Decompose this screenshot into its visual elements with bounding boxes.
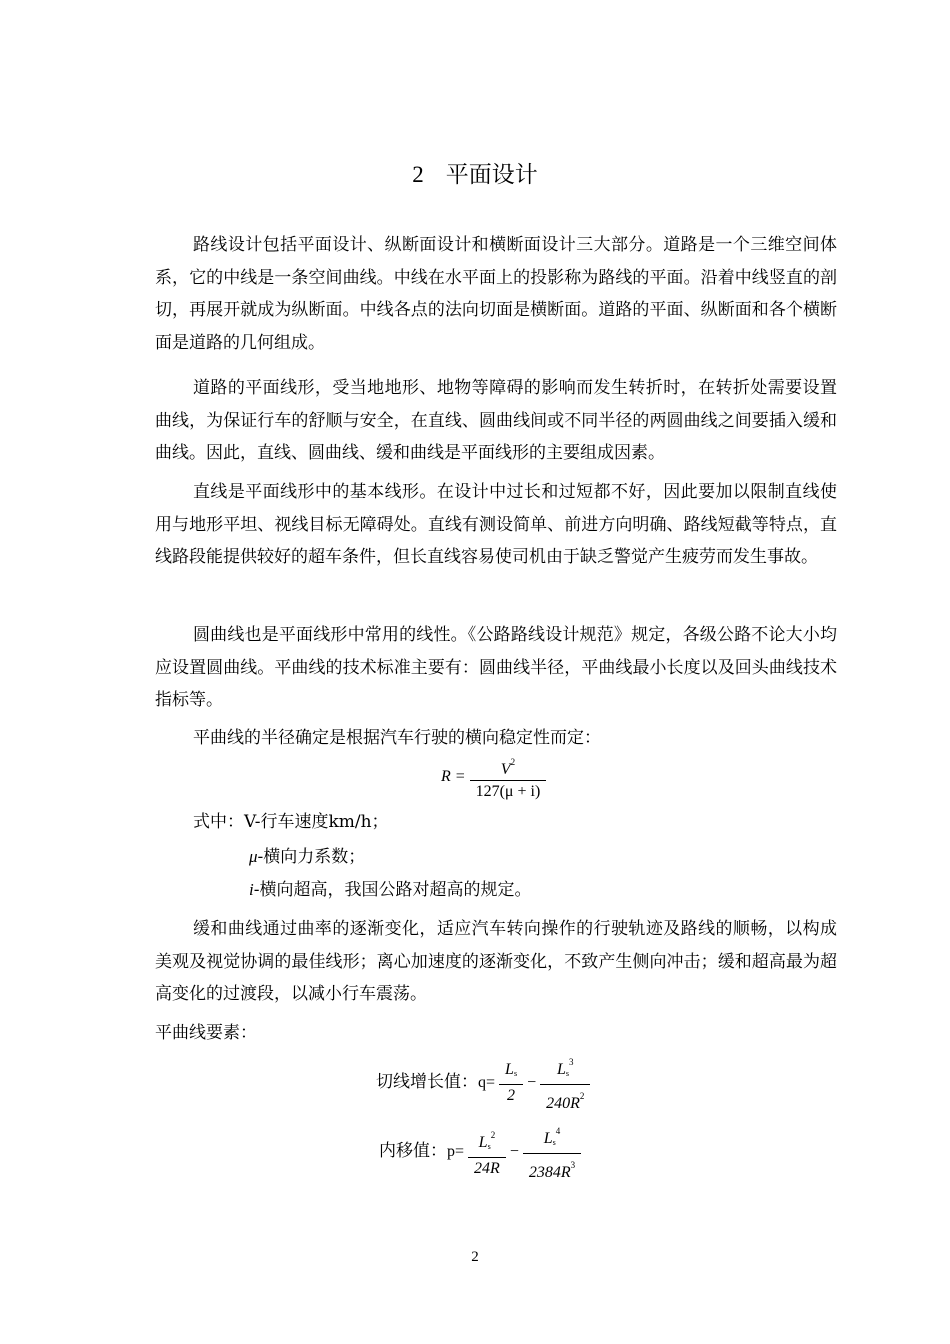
where-mu [249,845,365,869]
mu-symbol: μ [249,847,258,866]
shift-fraction-2 [523,1121,581,1184]
paragraph-2: 道路的平面线形，受当地地形、地物等障碍的影响而发生转折时，在转折处需要设置曲线，为保证行车的舒顺与安全，在直线、圆曲线间或不同半径的两圆曲线之间要插入缓和曲线。因此，直线、圆曲线、缓和曲线是平面线形的主要组成因素。 [155,378,837,464]
radius-numerator-exp: 2 [510,757,516,767]
radius-denominator: 127(μ + i) [475,783,541,800]
shift-fraction-1 [468,1125,506,1180]
shift-f2-num: L [543,1130,553,1147]
mu-description: -横向力系数； [257,847,366,867]
shift-label: 内移值： [379,1141,447,1162]
paragraph-4: 圆曲线也是平面线形中常用的线性。《公路路线设计规范》规定，各级公路不论大小均应设置圆曲线。平曲线的技术标准主要有：圆曲线半径，平曲线最小长度以及回头曲线技术指标等。 [155,625,837,711]
radius-formula [441,752,546,803]
shift-f2-den-sup: 3 [570,1160,576,1170]
shift-minus: − [509,1143,519,1161]
i-symbol: i [249,880,254,899]
tangent-f2-sup: 3 [569,1057,574,1067]
tangent-f1-sub: s [513,1069,518,1078]
section-title-text: 平面设计 [445,162,538,188]
shift-f1-den: 24R [474,1160,500,1177]
shift-f2-den: 2384R [528,1164,571,1181]
tangent-f2-num: L [556,1061,566,1078]
page-number: 2 [471,1249,479,1265]
shift-f1-sub: s [487,1142,491,1151]
where-i [249,878,531,902]
tangent-fraction-1 [499,1060,523,1107]
shift-f2-sup: 4 [555,1126,561,1136]
tangent-f2-den-sup: 2 [579,1091,585,1101]
shift-f1-num: L [478,1134,488,1151]
tangent-f2-sub: s [565,1069,569,1078]
tangent-f2-den: 240R [546,1095,580,1112]
tangent-minus: − [527,1074,537,1092]
elements-label: 平曲线要素： [155,1023,257,1043]
shift-var: p= [447,1143,465,1161]
shift-f1-sup: 2 [490,1130,496,1140]
tangent-f1-num: L [505,1061,514,1078]
section-number: 2 [412,162,424,187]
radius-lhs: R = [441,768,466,786]
shift-formula [379,1121,581,1184]
tangent-label: 切线增长值： [376,1072,478,1093]
i-description: -横向超高，我国公路对超高的规定。 [253,880,532,900]
paragraph-3: 直线是平面线形中的基本线形。在设计中过长和过短都不好，因此要加以限制直线使用与地形平坦、视线目标无障碍处。直线有测设简单、前进方向明确、路线短截等特点，直线路段能提供较好的超车条件，但长直线容易使司机由于缺乏警觉产生疲劳而发生事故。 [155,482,837,568]
section-title [0,156,950,189]
tangent-f1-den: 2 [507,1087,516,1104]
paragraph-1: 路线设计包括平面设计、纵断面设计和横断面设计三大部分。道路是一个三维空间体系，它的中线是一条空间曲线。中线在水平面上的投影称为路线的平面。沿着中线竖直的剖切，再展开就成为纵断面。中线各点的法向切面是横断面。道路的平面、纵断面和各个横断面是道路的几何组成。 [155,235,837,353]
where-intro: 式中：V-行车速度km/h； [193,812,389,832]
tangent-fraction-2 [540,1052,590,1115]
radius-fraction [470,752,547,803]
shift-f2-sub: s [552,1138,556,1147]
radius-numerator: V [500,761,511,778]
paragraph-5: 平曲线的半径确定是根据汽车行驶的横向稳定性而定： [193,728,601,748]
tangent-var: q= [478,1074,496,1092]
tangent-formula [376,1052,590,1115]
paragraph-6: 缓和曲线通过曲率的逐渐变化，适应汽车转向操作的行驶轨迹及路线的顺畅，以构成美观及视觉协调的最佳线形；离心加速度的逐渐变化，不致产生侧向冲击；缓和超高最为超高变化的过渡段，以减小行车震荡。 [155,919,837,1005]
